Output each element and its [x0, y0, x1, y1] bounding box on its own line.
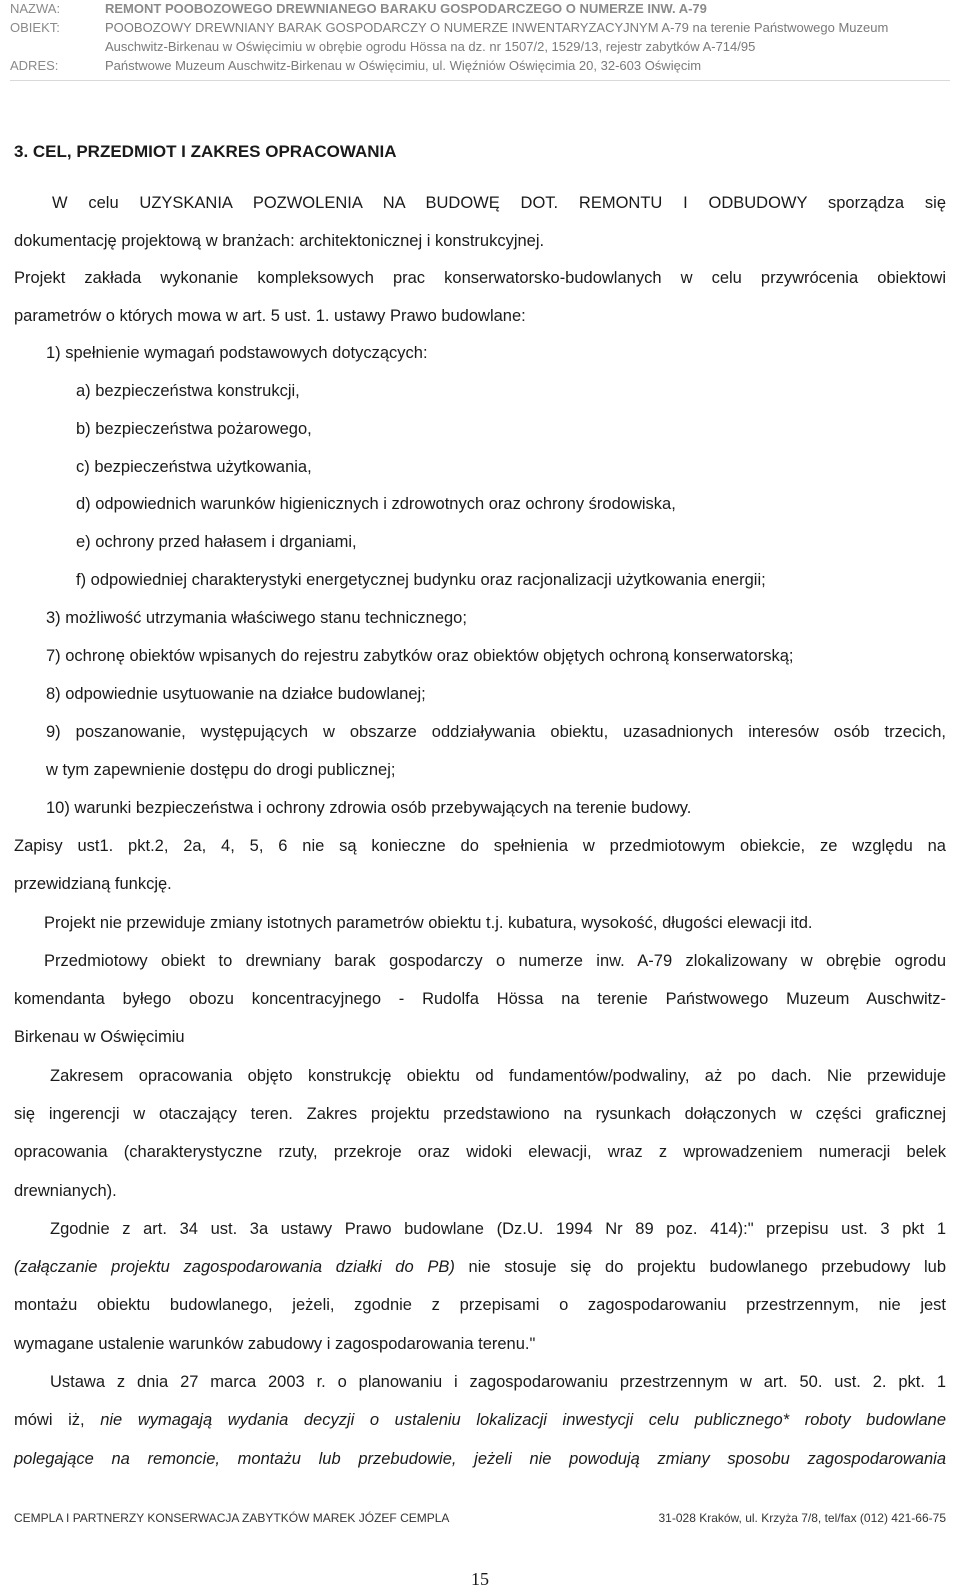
paragraph-line: Przedmiotowy obiekt to drewniany barak gospodarczy o numerze inw. A-79 zlokalizowany w obrębie ogrodu	[44, 952, 946, 970]
section-heading: 3. CEL, PRZEDMIOT I ZAKRES OPRACOWANIA	[14, 142, 397, 161]
paragraph-line: drewnianych).	[14, 1182, 117, 1200]
paragraph-line: Zgodnie z art. 34 ust. 3a ustawy Prawo budowlane (Dz.U. 1994 Nr 89 poz. 414):" przepisu ust. 3 pkt 1	[50, 1220, 946, 1238]
address-label: ADRES:	[10, 58, 59, 73]
list-item: e) ochrony przed hałasem i drganiami,	[76, 533, 357, 551]
footer-company: CEMPLA I PARTNERZY KONSERWACJA ZABYTKÓW MAREK JÓZEF CEMPLA	[14, 1511, 450, 1525]
italic-quote: nie wymagają wydania decyzji o ustaleniu lokalizacji inwestycji celu publicznego* roboty budowlane	[100, 1411, 946, 1429]
list-item: 9) poszanowanie, występujących w obszarze oddziaływania obiektu, uzasadnionych interesów osób trzecich,	[46, 723, 946, 741]
paragraph-line: W celu UZYSKANIA POZWOLENIA NA BUDOWĘ DOT. REMONTU I ODBUDOWY sporządza się	[52, 194, 946, 212]
list-item: c) bezpieczeństwa użytkowania,	[76, 458, 312, 476]
page-number: 15	[471, 1569, 489, 1589]
paragraph-text: nie stosuje się do projektu budowlanego przebudowy lub	[454, 1258, 947, 1276]
list-item: 1) spełnienie wymagań podstawowych dotyczących:	[46, 344, 428, 362]
list-item: f) odpowiedniej charakterystyki energetycznej budynku oraz racjonalizacji użytkowania energii;	[76, 571, 766, 589]
paragraph-line: wymagane ustalenie warunków zabudowy i zagospodarowania terenu."	[14, 1335, 536, 1353]
list-item: 8) odpowiednie usytuowanie na działce budowlanej;	[46, 685, 426, 703]
paragraph-line: Projekt zakłada wykonanie kompleksowych prac konserwatorsko-budowlanych w celu przywrócenia obiektowi	[14, 269, 946, 287]
paragraph-line	[14, 1410, 946, 1430]
paragraph-line: polegające na remoncie, montażu lub przebudowie, jeżeli nie powodują zmiany sposobu zagospodarowania	[14, 1450, 946, 1468]
header-divider	[10, 80, 950, 81]
object-value-line-1: POOBOZOWY DREWNIANY BARAK GOSPODARCZY O NUMERZE INWENTARYZACYJNYM A-79 na terenie Państwowego Muzeum	[105, 20, 889, 35]
name-label: NAZWA:	[10, 1, 61, 16]
list-item: a) bezpieczeństwa konstrukcji,	[76, 382, 300, 400]
name-value: REMONT POOBOZOWEGO DREWNIANEGO BARAKU GOSPODARCZEGO O NUMERZE INW. A-79	[105, 1, 707, 16]
list-item: 7) ochronę obiektów wpisanych do rejestru zabytków oraz obiektów objętych ochroną konserwatorską;	[46, 647, 794, 665]
object-label: OBIEKT:	[10, 20, 60, 35]
paragraph-line: przewidzianą funkcję.	[14, 875, 172, 893]
list-item: 10) warunki bezpieczeństwa i ochrony zdrowia osób przebywających na terenie budowy.	[46, 799, 692, 817]
paragraph-line: opracowania (charakterystyczne rzuty, przekroje oraz widoki elewacji, wraz z wprowadzeniem numeracji belek	[14, 1143, 946, 1161]
paragraph-line: montażu obiektu budowlanego, jeżeli, zgodnie z przepisami o zagospodarowaniu przestrzennym, nie jest	[14, 1296, 946, 1314]
paragraph-line: Birkenau w Oświęcimiu	[14, 1028, 185, 1046]
paragraph-line: Zakresem opracowania objęto konstrukcję obiektu od fundamentów/podwaliny, aż po dach. Nie przewiduje	[50, 1067, 946, 1085]
paragraph-line: Zapisy ust1. pkt.2, 2a, 4, 5, 6 nie są konieczne do spełnienia w przedmiotowym obiekcie, ze względu na	[14, 837, 946, 855]
footer-address: 31-028 Kraków, ul. Krzyża 7/8, tel/fax (012) 421-66-75	[658, 1511, 946, 1525]
paragraph-line: się ingerencji w otaczający teren. Zakres projektu przedstawiono na rysunkach dołączonych w części graficznej	[14, 1105, 946, 1123]
paragraph-line: Ustawa z dnia 27 marca 2003 r. o planowaniu i zagospodarowaniu przestrzennym w art. 50. ust. 2. pkt. 1	[50, 1373, 946, 1391]
italic-citation: (załączanie projektu zagospodarowania działki do PB)	[14, 1258, 455, 1276]
list-item: 3) możliwość utrzymania właściwego stanu technicznego;	[46, 609, 467, 627]
paragraph-text: mówi iż,	[14, 1411, 101, 1429]
list-item: b) bezpieczeństwa pożarowego,	[76, 420, 312, 438]
document-header	[0, 0, 960, 80]
list-item: w tym zapewnienie dostępu do drogi publicznej;	[46, 761, 396, 779]
paragraph-line: Projekt nie przewiduje zmiany istotnych parametrów obiektu t.j. kubatura, wysokość, długości elewacji itd.	[44, 914, 813, 932]
paragraph-line	[14, 1257, 946, 1277]
paragraph-line: komendanta byłego obozu koncentracyjnego - Rudolfa Hössa na terenie Państwowego Muzeum Auschwitz-	[14, 990, 946, 1008]
list-item: d) odpowiednich warunków higienicznych i zdrowotnych oraz ochrony środowiska,	[76, 495, 676, 513]
paragraph-line: dokumentację projektową w branżach: architektonicznej i konstrukcyjnej.	[14, 232, 545, 250]
object-value-line-2: Auschwitz-Birkenau w Oświęcimiu w obrębie ogrodu Hössa na dz. nr 1507/2, 1529/13, rejestr zabytków A-714/95	[105, 39, 756, 54]
paragraph-line: parametrów o których mowa w art. 5 ust. 1. ustawy Prawo budowlane:	[14, 307, 526, 325]
address-value: Państwowe Muzeum Auschwitz-Birkenau w Oświęcimiu, ul. Więźniów Oświęcimia 20, 32-603 Oświęcim	[105, 58, 702, 73]
